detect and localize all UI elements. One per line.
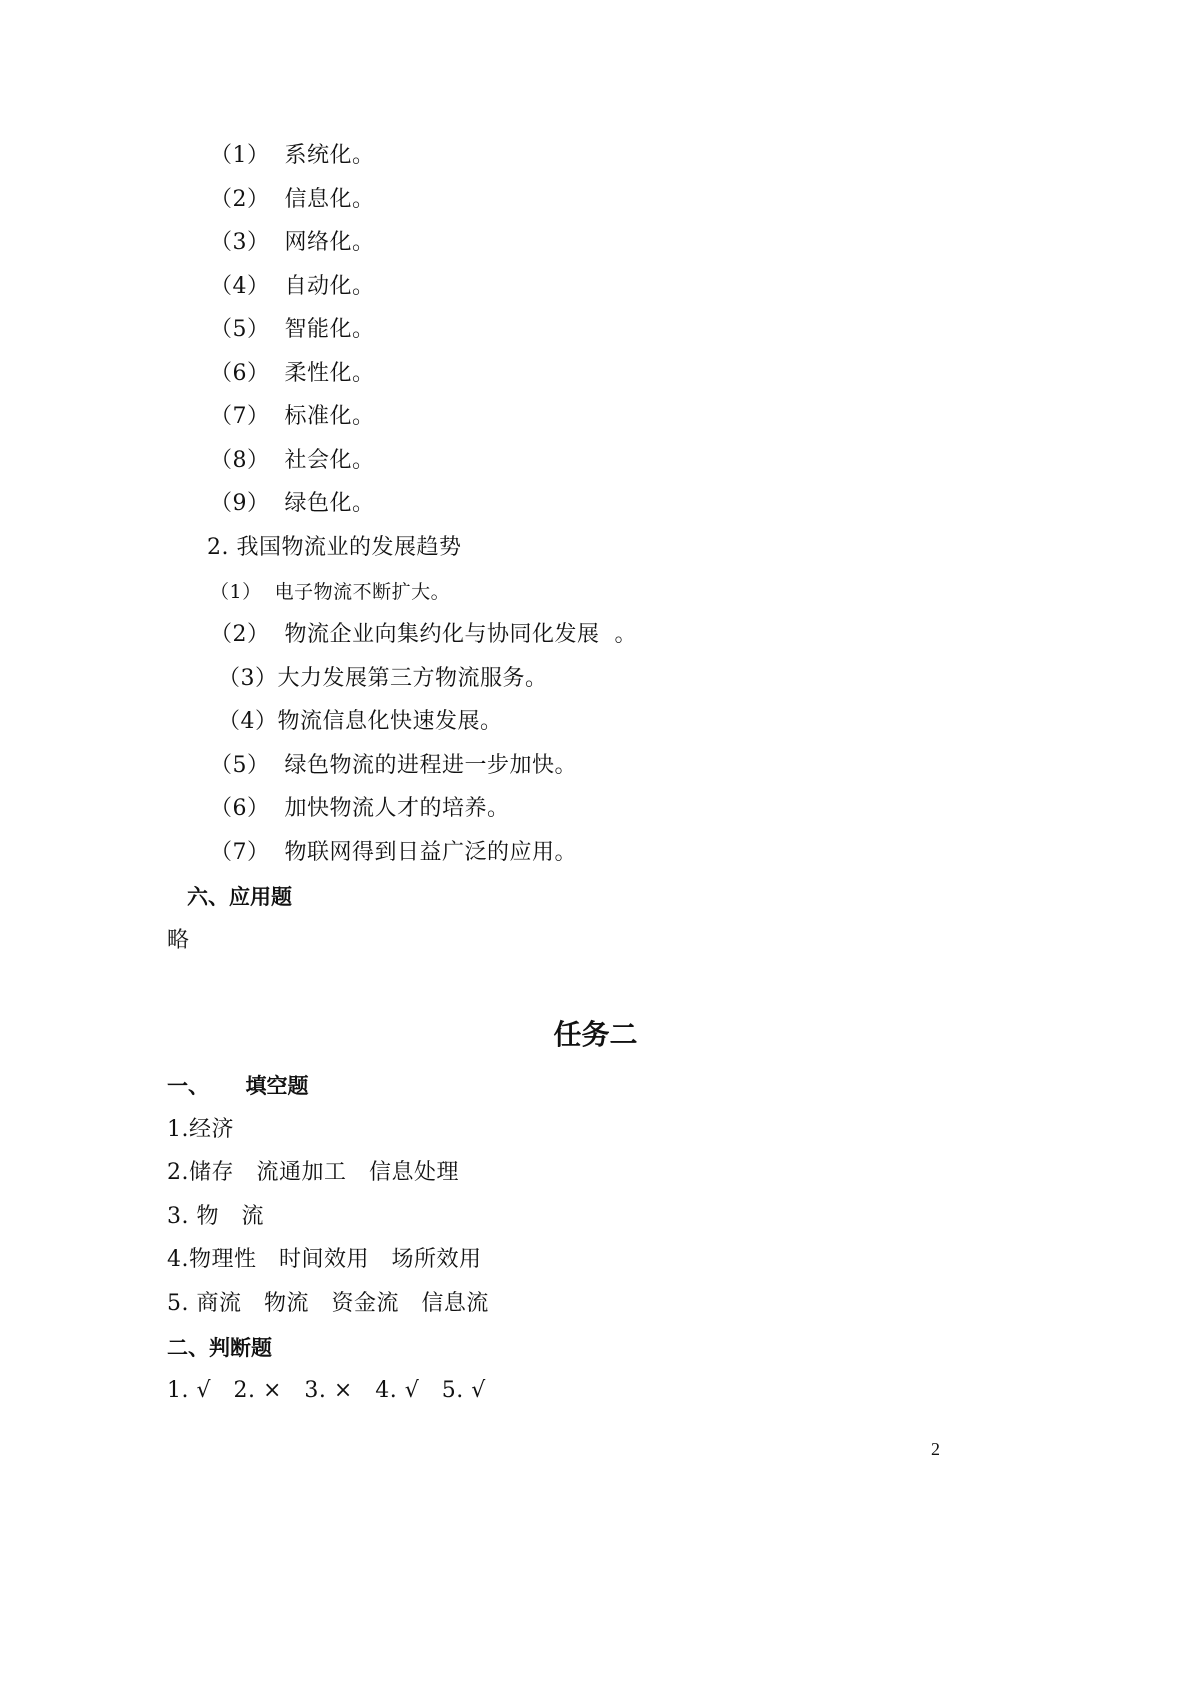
trend-item-5: （5） 智能化。 <box>210 317 375 342</box>
china-item-7: （7） 物联网得到日益广泛的应用。 <box>210 840 577 865</box>
task-title: 任务二 <box>553 1018 638 1051</box>
china-item-2: （2） 物流企业向集约化与协同化发展 。 <box>210 622 637 647</box>
trend-item-6: （6） 柔性化。 <box>210 361 375 386</box>
fill-answer-5: 5. 商流 物流 资金流 信息流 <box>167 1291 489 1316</box>
trend-item-1: （1） 系统化。 <box>210 143 375 168</box>
judge-answers: 1. √ 2. × 3. × 4. √ 5. √ <box>167 1378 486 1403</box>
trend-item-2: （2） 信息化。 <box>210 187 375 212</box>
page-number: 2 <box>931 1439 940 1459</box>
fill-answer-3: 3. 物 流 <box>167 1204 264 1229</box>
trend-item-4: （4） 自动化。 <box>210 274 375 299</box>
fill-answer-2: 2.储存 流通加工 信息处理 <box>167 1160 459 1185</box>
china-item-3: （3）大力发展第三方物流服务。 <box>218 666 548 691</box>
section-1-heading: 一、 填空题 <box>167 1074 309 1098</box>
trend-item-8: （8） 社会化。 <box>210 448 375 473</box>
section-2-heading: 二、判断题 <box>167 1336 272 1360</box>
fill-answer-4: 4.物理性 时间效用 场所效用 <box>167 1247 482 1272</box>
trend-item-9: （9） 绿色化。 <box>210 491 375 516</box>
china-trend-heading: 2. 我国物流业的发展趋势 <box>207 535 462 560</box>
china-item-4: （4）物流信息化快速发展。 <box>218 709 503 734</box>
trend-item-3: （3） 网络化。 <box>210 230 375 255</box>
section-6-heading: 六、应用题 <box>187 885 292 909</box>
fill-answer-1: 1.经济 <box>167 1117 234 1142</box>
china-item-5: （5） 绿色物流的进程进一步加快。 <box>210 753 577 778</box>
china-item-6: （6） 加快物流人才的培养。 <box>210 796 510 821</box>
china-item-1: （1） 电子物流不断扩大。 <box>210 581 451 603</box>
section-6-answer: 略 <box>167 928 190 953</box>
trend-item-7: （7） 标准化。 <box>210 404 375 429</box>
